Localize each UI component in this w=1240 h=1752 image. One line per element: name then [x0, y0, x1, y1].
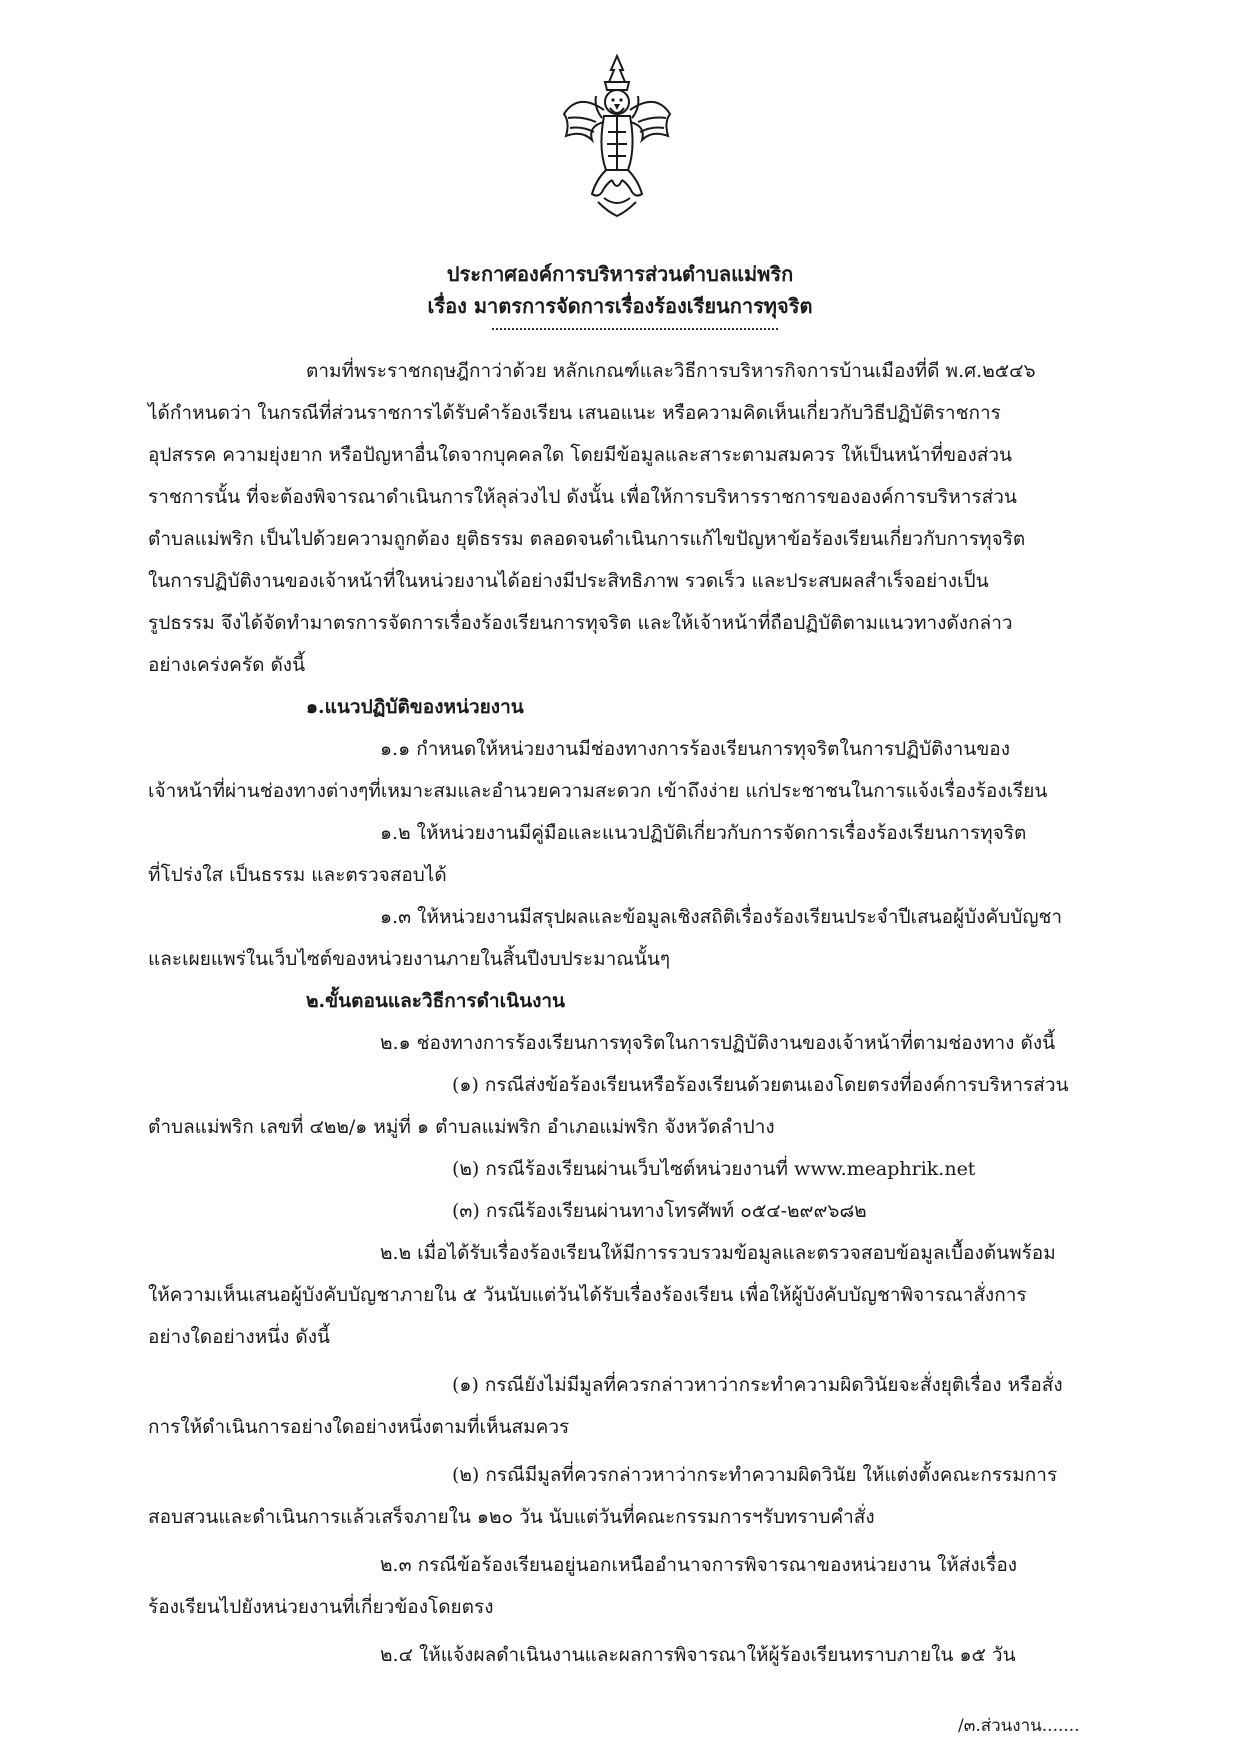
clause-2-3: ๒.๓ กรณีข้อร้องเรียนอยู่นอกเหนืออำนาจการพิจารณาของหน่วยงาน ให้ส่งเรื่อง: [380, 1554, 1018, 1576]
intro-line: อุปสรรค ความยุ่งยาก หรือปัญหาอื่นใดจากบุคคลใด โดยมีข้อมูลและสาระตามสมควร ให้เป็นหน้าที่ของส่วน: [148, 444, 1013, 466]
announcement-title: ประกาศองค์การบริหารส่วนตำบลแม่พริก: [446, 262, 794, 286]
clause-2-1-item-3: (๓) กรณีร้องเรียนผ่านทางโทรศัพท์ ๐๕๔-๒๙๙๖๘๒: [452, 1200, 867, 1222]
clause-2-2-item-2: (๒) กรณีมีมูลที่ควรกล่าวหาว่ากระทำความผิดวินัย ให้แต่งตั้งคณะกรรมการ: [452, 1464, 1058, 1486]
clause-2-2-cont: อย่างใดอย่างหนึ่ง ดังนี้: [148, 1326, 331, 1348]
clause-2-4: ๒.๔ ให้แจ้งผลดำเนินงานและผลการพิจารณาให้ผู้ร้องเรียนทราบภายใน ๑๕ วัน: [380, 1644, 1016, 1666]
intro-line: รูปธรรม จึงได้จัดทำมาตรการจัดการเรื่องร้องเรียนการทุจริต และให้เจ้าหน้าที่ถือปฏิบัติตามแนวทางดังกล่าว: [148, 612, 1013, 634]
clause-2-3-cont: ร้องเรียนไปยังหน่วยงานที่เกี่ยวข้องโดยตรง: [148, 1596, 494, 1618]
clause-1-1-cont: เจ้าหน้าที่ผ่านช่องทางต่างๆที่เหมาะสมและอำนวยความสะดวก เข้าถึงง่าย แก่ประชาชนในการแจ้งเรื่องร้องเรียน: [148, 780, 1048, 802]
clause-1-3: ๑.๓ ให้หน่วยงานมีสรุปผลและข้อมูลเชิงสถิติเรื่องร้องเรียนประจำปีเสนอผู้บังคับบัญชา: [380, 906, 1063, 928]
clause-2-2-item-1-cont: การให้ดำเนินการอย่างใดอย่างหนึ่งตามที่เห็นสมควร: [148, 1416, 570, 1438]
intro-line: ได้กำหนดว่า ในกรณีที่ส่วนราชการได้รับคำร้องเรียน เสนอแนะ หรือความคิดเห็นเกี่ยวกับวิธีปฏิบัติราชการ: [148, 402, 1001, 424]
clause-1-3-cont: และเผยแพร่ในเว็บไซต์ของหน่วยงานภายในสิ้นปีงบประมาณนั้นๆ: [148, 948, 671, 970]
clause-2-2-item-1: (๑) กรณียังไม่มีมูลที่ควรกล่าวหาว่ากระทำความผิดวินัยจะสั่งยุติเรื่อง หรือสั่ง: [452, 1374, 1063, 1396]
clause-2-1-item-1-cont: ตำบลแม่พริก เลขที่ ๔๒๒/๑ หมู่ที่ ๑ ตำบลแม่พริก อำเภอแม่พริก จังหวัดลำปาง: [148, 1116, 775, 1138]
clause-2-1-item-1: (๑) กรณีส่งข้อร้องเรียนหรือร้องเรียนด้วยตนเองโดยตรงที่องค์การบริหารส่วน: [452, 1074, 1069, 1096]
clause-2-2-item-2-cont: สอบสวนและดำเนินการแล้วเสร็จภายใน ๑๒๐ วัน นับแต่วันที่คณะกรรมการฯรับทราบคำสั่ง: [148, 1506, 875, 1528]
clause-1-2-cont: ที่โปร่งใส เป็นธรรม และตรวจสอบได้: [148, 864, 447, 886]
clause-2-2: ๒.๒ เมื่อได้รับเรื่องร้องเรียนให้มีการรวบรวมข้อมูลและตรวจสอบข้อมูลเบื้องต้นพร้อม: [380, 1242, 1056, 1264]
title-divider: [492, 328, 778, 330]
garuda-emblem-icon: [558, 52, 676, 220]
announcement-subject: เรื่อง มาตรการจัดการเรื่องร้องเรียนการทุจริต: [427, 294, 813, 318]
clause-2-1: ๒.๑ ช่องทางการร้องเรียนการทุจริตในการปฏิบัติงานของเจ้าหน้าที่ตามช่องทาง ดังนี้: [380, 1032, 1056, 1054]
continuation-marker: /๓.ส่วนงาน.......: [958, 1716, 1080, 1736]
clause-2-2-cont: ให้ความเห็นเสนอผู้บังคับบัญชาภายใน ๕ วันนับแต่วันได้รับเรื่องร้องเรียน เพื่อให้ผู้บังคับบัญชาพิจารณาสั่งการ: [148, 1284, 1027, 1306]
clause-1-2: ๑.๒ ให้หน่วยงานมีคู่มือและแนวปฏิบัติเกี่ยวกับการจัดการเรื่องร้องเรียนการทุจริต: [380, 822, 1027, 844]
clause-2-1-item-2: (๒) กรณีร้องเรียนผ่านเว็บไซต์หน่วยงานที่ www.meaphrik.net: [452, 1158, 976, 1180]
intro-line: ในการปฏิบัติงานของเจ้าหน้าที่ในหน่วยงานได้อย่างมีประสิทธิภาพ รวดเร็ว และประสบผลสำเร็จอย่างเป็น: [148, 570, 989, 592]
intro-line: ราชการนั้น ที่จะต้องพิจารณาดำเนินการให้ลุล่วงไป ดังนั้น เพื่อให้การบริหารราชการขององค์การบริหารส่วน: [148, 486, 1017, 508]
intro-line: ตำบลแม่พริก เป็นไปด้วยความถูกต้อง ยุติธรรม ตลอดจนดำเนินการแก้ไขปัญหาข้อร้องเรียนเกี่ยวกับการทุจริต: [148, 528, 1026, 550]
section-2-heading: ๒.ขั้นตอนและวิธีการดำเนินงาน: [306, 990, 566, 1012]
section-1-heading: ๑.แนวปฏิบัติของหน่วยงาน: [306, 696, 524, 718]
intro-line: อย่างเคร่งครัด ดังนี้: [148, 654, 306, 676]
clause-1-1: ๑.๑ กำหนดให้หน่วยงานมีช่องทางการร้องเรียนการทุจริตในการปฏิบัติงานของ: [380, 738, 1010, 760]
intro-line: ตามที่พระราชกฤษฎีกาว่าด้วย หลักเกณฑ์และวิธีการบริหารกิจการบ้านเมืองที่ดี พ.ศ.๒๕๔๖: [306, 360, 1036, 382]
